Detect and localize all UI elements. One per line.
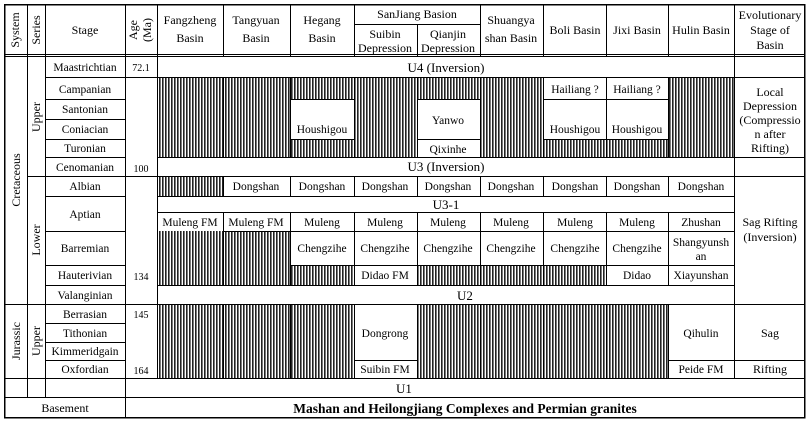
formation-muleng-fm: Muleng FM (228, 217, 284, 229)
hatch-hegang-jurassic (290, 304, 354, 378)
series-lower-cretaceous: Lower (29, 224, 43, 256)
formation-chengzihe: Chengzihe (550, 243, 600, 255)
basement-label: Basement (41, 401, 89, 415)
header-suibin-2: Depression (358, 41, 412, 55)
header-fangzheng-1: Fangzheng (163, 13, 217, 27)
hatch-fangzheng-jurassic (157, 304, 223, 378)
stage-label: Santonian (62, 104, 108, 116)
formation-qianjin-qixinhe: Qixinhe (429, 144, 467, 156)
header-shuangya-1: Shuangya (487, 13, 535, 27)
age-value: 145 (133, 310, 149, 321)
formation-dongshan: Dongshan (677, 181, 725, 193)
hatch-shuangya-jurassic (480, 304, 543, 378)
formation-muleng: Muleng (367, 217, 403, 229)
header-evolution-1: Evolutionary (738, 8, 802, 22)
formation-muleng: Muleng (493, 217, 529, 229)
stage-label: Kimmeridgain (51, 346, 119, 358)
stage-label: Aptian (69, 209, 101, 221)
header-sanjiang: SanJiang Basion (377, 7, 457, 21)
hatch-tangyuan-upper (223, 77, 290, 157)
system-jurassic: Jurassic (9, 322, 23, 360)
hatch-jixi-cenomanian (606, 139, 668, 157)
header-boli: Boli Basin (549, 23, 601, 37)
evolution-rifting: Rifting (752, 362, 788, 376)
series-upper-cretaceous: Upper (29, 102, 43, 132)
stage-label: Berrasian (62, 309, 108, 321)
header-shuangya-2: shan Basin (484, 31, 538, 45)
formation-chengzihe: Chengzihe (360, 243, 410, 255)
evolution-local-depression: Rifting) (751, 141, 789, 155)
unconformity-u2: U2 (457, 288, 473, 303)
formation-muleng-fm: Muleng FM (162, 217, 218, 229)
unconformity-u4: U4 (Inversion) (407, 60, 485, 75)
basement-row (41, 401, 636, 416)
evolution-local-depression: Depression (743, 99, 797, 113)
age-value: 164 (133, 366, 149, 377)
stage-label: Hauterivian (57, 270, 113, 282)
stage-label: Tithonian (62, 328, 108, 340)
hatch-hegang-cenomanian (290, 139, 354, 157)
header-age: Age (126, 20, 140, 40)
basement-text: Mashan and Heilongjiang Complexes and Permian granites (293, 401, 637, 416)
formation-qianjin-yanwo: Yanwo (431, 115, 465, 127)
hatch-qianjin-campanian (417, 77, 480, 99)
system-cretaceous: Cretaceous (9, 153, 23, 207)
evolution-local-depression: n after (754, 127, 786, 141)
formation-muleng: Muleng (430, 217, 466, 229)
hatch-suibin-upper (354, 77, 417, 157)
formation-dongshan: Dongshan (424, 181, 472, 193)
formation-dongshan: Dongshan (232, 181, 280, 193)
grid-lines (4, 4, 805, 418)
stage-label: Turonian (64, 143, 106, 155)
stage-label: Albian (69, 181, 101, 193)
unconformity-u1: U1 (396, 381, 412, 396)
unconformity-u3: U3 (Inversion) (407, 159, 485, 174)
hatch-fangzheng-barremian (157, 231, 223, 285)
hatch-boli-jurassic (543, 304, 606, 378)
header-evolution-3: Basin (756, 38, 784, 52)
hatch-fangzheng-albian (157, 176, 223, 196)
evolution-sag-rifting: Sag Rifting (742, 215, 798, 229)
formation-dongrong: Dongrong (361, 328, 409, 340)
hatch-jixi-jurassic (606, 304, 668, 378)
hatch-hulin-upper (668, 77, 734, 157)
header-tangyuan-1: Tangyuan (232, 13, 280, 27)
header-age-unit: (Ma) (140, 18, 154, 42)
header-row (8, 7, 801, 55)
formation-boli-houshigou: Houshigou (549, 124, 601, 136)
formation-muleng: Muleng (304, 217, 340, 229)
formation-didao: Didao (622, 270, 652, 282)
formation-jixi-houshigou: Houshigou (611, 124, 663, 136)
formation-muleng: Muleng (557, 217, 593, 229)
stage-column (51, 62, 118, 376)
stage-label: Maastrichtian (53, 62, 117, 74)
age-value: 100 (133, 164, 149, 175)
formation-dongshan: Dongshan (551, 181, 599, 193)
stage-label: Coniacian (61, 124, 109, 136)
hatch-qianjin-jurassic (417, 304, 480, 378)
hatch-hegang-campanian (290, 77, 354, 99)
stage-label: Oxfordian (61, 364, 109, 376)
header-tangyuan-2: Basin (242, 31, 270, 45)
evolution-local-depression: (Compressio (739, 113, 801, 127)
formation-chengzihe: Chengzihe (297, 243, 347, 255)
formation-boli-hailiang: Hailiang ? (551, 84, 599, 96)
formation-shangyunshan-2: an (695, 251, 707, 263)
stage-label: Valanginian (57, 290, 113, 302)
header-qianjin-2: Depression (421, 41, 475, 55)
hatch-fangzheng-upper (157, 77, 223, 157)
header-system: System (8, 12, 22, 48)
hatch-hegang-hauterivian (290, 265, 354, 285)
hatch-qianjin-hauterivian (417, 265, 480, 285)
header-hulin: Hulin Basin (672, 23, 730, 37)
formation-xiayunshan: Xiayunshan (673, 270, 729, 282)
formation-chengzihe: Chengzihe (612, 243, 662, 255)
formation-jixi-hailiang: Hailiang ? (613, 84, 661, 96)
unconformity-u3-1: U3-1 (432, 197, 460, 212)
header-fangzheng-2: Basin (176, 31, 204, 45)
hatch-tangyuan-jurassic (223, 304, 290, 378)
evolution-sag: Sag (761, 326, 779, 340)
header-qianjin-1: Qianjin (430, 27, 466, 41)
formation-dongshan: Dongshan (361, 181, 409, 193)
formation-hegang-houshigou: Houshigou (296, 124, 348, 136)
stage-label: Cenomanian (55, 162, 115, 174)
formation-suibin-fm: Suibin FM (360, 364, 410, 376)
age-value: 72.1 (132, 63, 150, 74)
formation-zhushan: Zhushan (681, 217, 721, 229)
age-column (132, 63, 150, 377)
header-hegang-2: Basin (308, 31, 336, 45)
formation-muleng: Muleng (619, 217, 655, 229)
formation-shangyunshan-1: Shangyunsh (672, 237, 730, 249)
header-stage: Stage (71, 23, 99, 37)
header-suibin-1: Suibin (369, 27, 401, 41)
stage-label: Campanian (58, 84, 112, 96)
header-series: Series (29, 15, 43, 45)
formation-chengzihe: Chengzihe (423, 243, 473, 255)
formation-dongshan: Dongshan (298, 181, 346, 193)
evolution-column (739, 85, 800, 376)
formation-dongshan: Dongshan (487, 181, 535, 193)
stage-label: Barremian (60, 243, 110, 255)
hatch-tangyuan-barremian (223, 231, 290, 285)
formation-chengzihe: Chengzihe (486, 243, 536, 255)
hatch-shuangya-hauterivian (480, 265, 543, 285)
header-hegang-1: Hegang (303, 13, 341, 27)
series-upper-jurassic: Upper (29, 326, 43, 356)
age-value: 134 (133, 272, 149, 283)
hatch-boli-cenomanian (543, 139, 606, 157)
hatch-shuangya-upper (480, 77, 543, 157)
evolution-sag-rifting: (Inversion) (743, 230, 797, 244)
system-series-labels (9, 102, 43, 360)
evolution-local-depression: Local (756, 85, 784, 99)
formation-qihulin: Qihulin (683, 328, 719, 340)
header-jixi: Jixi Basin (613, 23, 661, 37)
formation-peide-fm: Peide FM (678, 364, 724, 376)
hatch-boli-hauterivian (543, 265, 606, 285)
formation-dongshan: Dongshan (613, 181, 661, 193)
header-evolution-2: Stage of (750, 23, 790, 37)
formation-didao-fm: Didao FM (361, 270, 409, 282)
